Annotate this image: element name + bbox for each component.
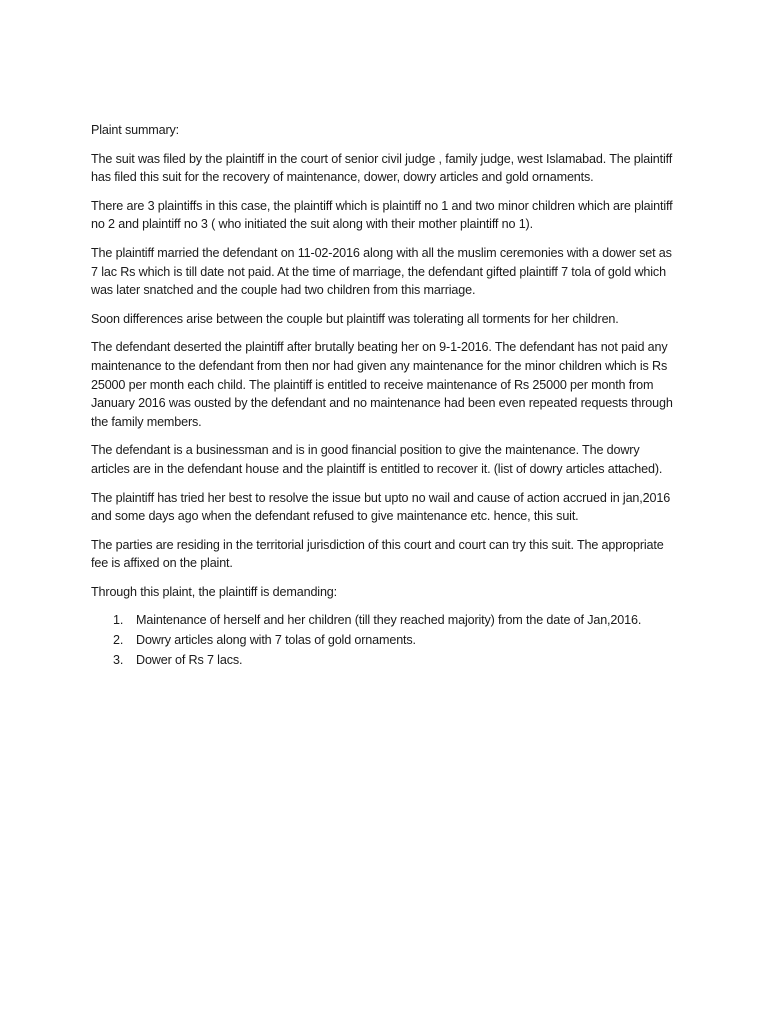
paragraph-jurisdiction: The parties are residing in the territorial jurisdiction of this court and court can try this suit. The appropriate fee is affixed on the plaint.	[91, 537, 664, 571]
list-item-text: Dower of Rs 7 lacs.	[136, 652, 243, 667]
paragraph-desertion: The defendant deserted the plaintiff after brutally beating her on 9-1-2016. The defendant has not paid any maintenance to the defendant from then nor had given any maintenance for the minor children which is Rs 25000 per month each child. The plaintiff is entitled to receive maintenance of Rs 25000 per month from January 2016 was ousted by the defendant and no maintenance had been even repeated requests through the family members.	[91, 340, 673, 429]
list-item	[91, 611, 681, 631]
paragraph-demands-intro: Through this plaint, the plaintiff is demanding:	[91, 584, 337, 599]
list-item-number: 1.	[113, 613, 124, 628]
list-item-number: 3.	[113, 652, 124, 667]
list-item-text: Dowry articles along with 7 tolas of gold ornaments.	[136, 633, 416, 648]
paragraph-cause-of-action: The plaintiff has tried her best to resolve the issue but upto no wail and cause of action accrued in jan,2016 and some days ago when the defendant refused to give maintenance etc. hence, this suit.	[91, 490, 671, 524]
paragraph-suit-filing: The suit was filed by the plaintiff in the court of senior civil judge , family judge, west Islamabad. The plaintiff has filed this suit for the recovery of maintenance, dower, dowry articles and gold ornaments.	[91, 151, 673, 185]
paragraph-marriage: The plaintiff married the defendant on 11-02-2016 along with all the muslim ceremonies with a dower set as 7 lac Rs which is till date not paid. At the time of marriage, the defendant gifted plaintiff 7 tola of gold which was later snatched and the couple had two children from this marriage.	[91, 245, 672, 298]
document-heading: Plaint summary:	[91, 123, 180, 137]
list-item-number: 2.	[113, 633, 124, 648]
paragraph-plaintiffs: There are 3 plaintiffs in this case, the plaintiff which is plaintiff no 1 and two minor children which are plaintiff no 2 and plaintiff no 3 ( who initiated the suit along with their mother plaintiff no 1).	[91, 198, 673, 232]
list-item-text: Maintenance of herself and her children (till they reached majority) from the date of Jan,2016.	[136, 613, 642, 628]
list-item	[91, 631, 681, 651]
paragraph-differences: Soon differences arise between the couple but plaintiff was tolerating all torments for her children.	[91, 311, 619, 326]
document-body	[91, 121, 681, 671]
list-item	[91, 651, 681, 671]
demands-list	[91, 611, 681, 670]
paragraph-defendant-finances: The defendant is a businessman and is in good financial position to give the maintenance. The dowry articles are in the defendant house and the plaintiff is entitled to recover it. (list of dowry articles attached).	[91, 443, 663, 476]
